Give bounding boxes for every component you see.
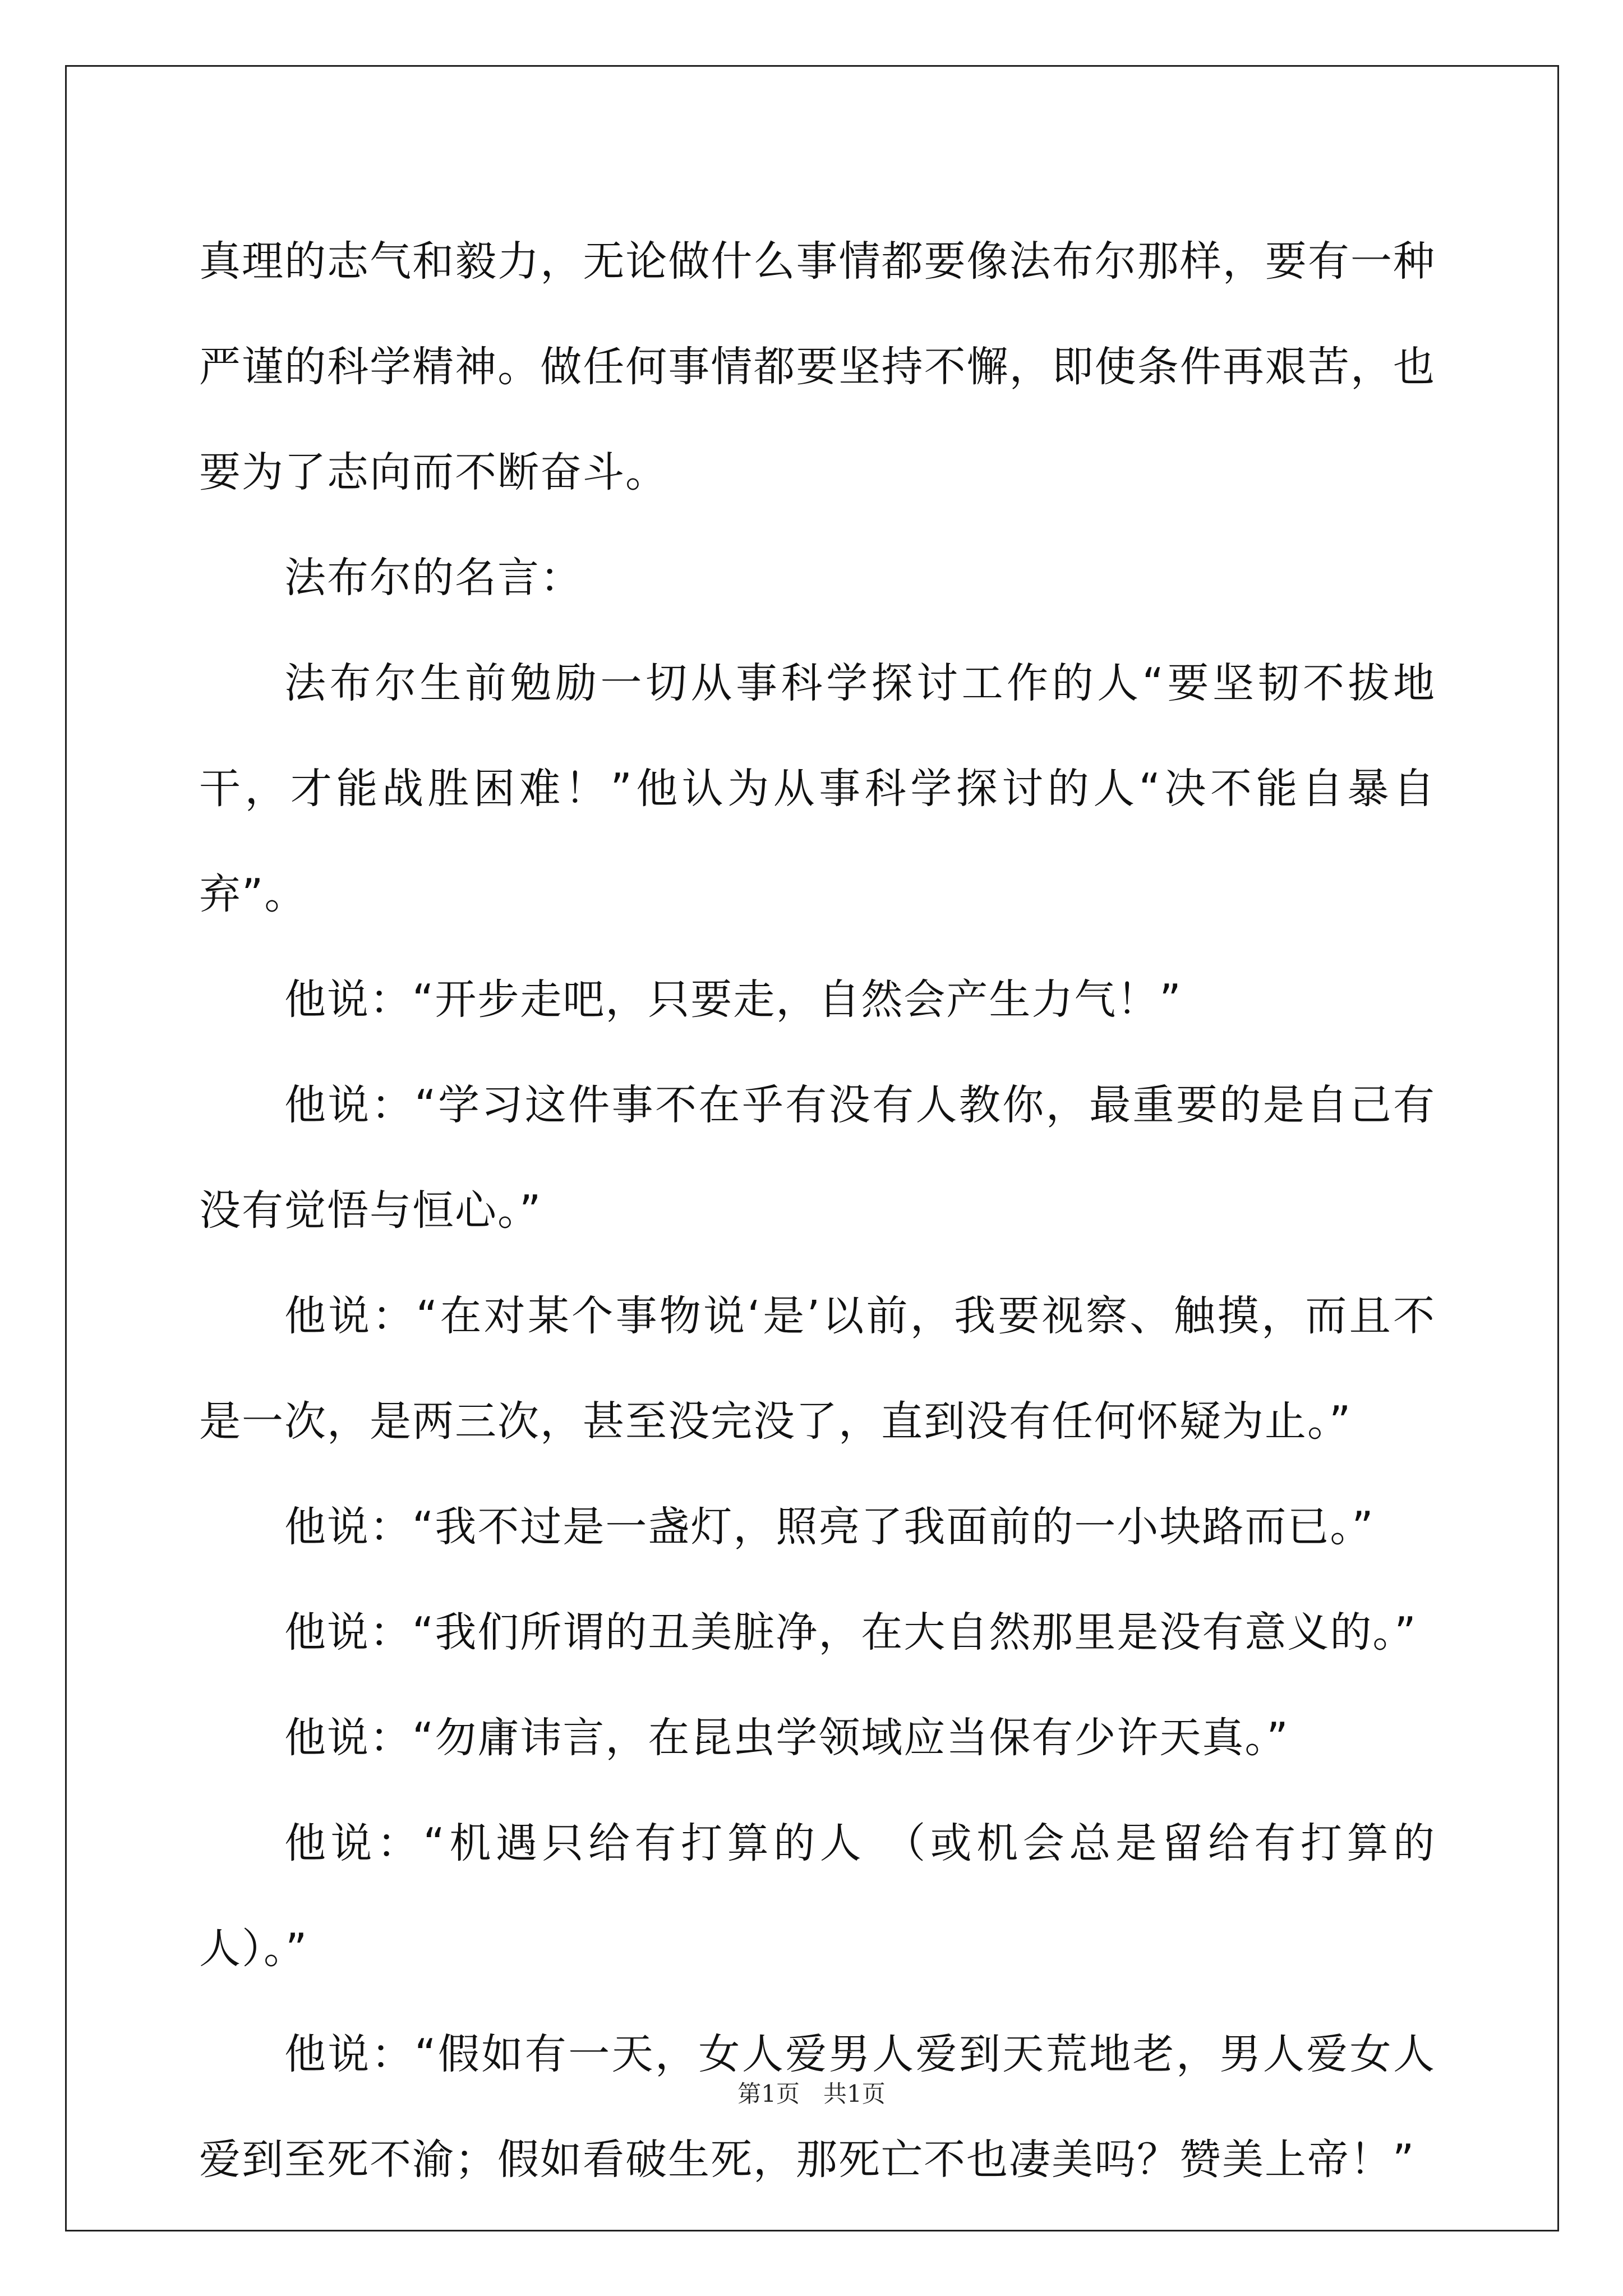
quote-paragraph: 他说：“在对某个事物说‘是’以前，我要视察、触摸，而且不是一次，是两三次，甚至没完没了，直到没有任何怀疑为止。” — [199, 1292, 1436, 1446]
quote-paragraph: 他说：“开步走吧，只要走，自然会产生力气！” — [284, 976, 1182, 1024]
quote-paragraph: 他说：“学习这件事不在乎有没有人教你，最重要的是自己有没有觉悟与恒心。” — [199, 1081, 1436, 1235]
paragraph: 法布尔生前勉励一切从事科学探讨工作的人“要坚韧不拔地干，才能战胜困难！”他认为从事科学探讨的人“决不能自暴自弃”。 — [199, 659, 1436, 918]
paragraph: 真理的志气和毅力，无论做什么事情都要像法布尔那样，要有一种严谨的科学精神。做任何事情都要坚持不懈，即使条件再艰苦，也要为了志向而不断奋斗。 — [199, 237, 1436, 496]
paragraph-heading: 法布尔的名言： — [284, 554, 583, 602]
quote-paragraph: 他说：“假如有一天，女人爱男人爱到天荒地老，男人爱女人爱到至死不渝；假如看破生死，那死亡不也凄美吗？赞美上帝！” — [199, 2030, 1436, 2184]
quote-paragraph: 他说：“勿庸讳言，在昆虫学领域应当保有少许天真。” — [284, 1714, 1289, 1762]
quote-paragraph: 他说：“我不过是一盏灯，照亮了我面前的一小块路而已。” — [284, 1503, 1375, 1551]
quote-paragraph: 他说：“机遇只给有打算的人 （或机会总是留给有打算的人）。” — [199, 1819, 1436, 1973]
document-body — [199, 209, 1436, 2212]
page-footer — [0, 2076, 1623, 2109]
page-total: 共1页 — [823, 2080, 886, 2108]
page-number: 第1页 — [737, 2080, 800, 2108]
quote-paragraph: 他说：“我们所谓的丑美脏净，在大自然那里是没有意义的。” — [284, 1608, 1417, 1657]
